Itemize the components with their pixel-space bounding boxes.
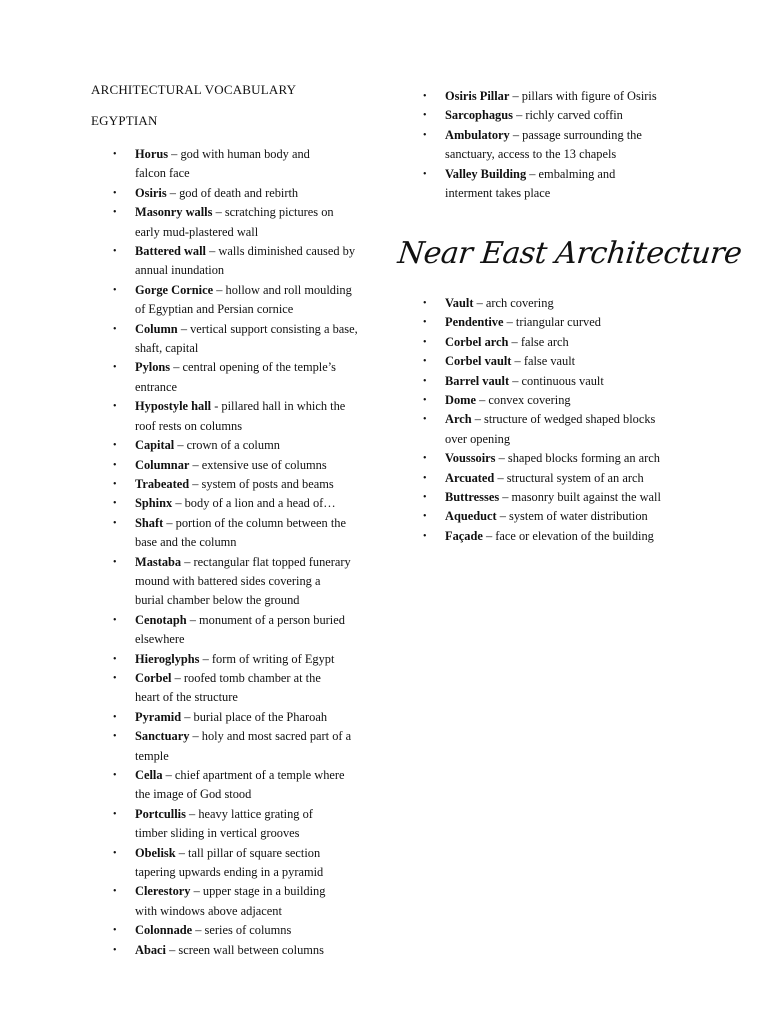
term-definition-continued: early mud-plastered wall	[135, 224, 259, 239]
bullet-icon: •	[113, 517, 117, 529]
bullet-icon: •	[423, 414, 427, 426]
egyptian-term-list	[113, 145, 385, 960]
term-definition: – god with human body and	[171, 147, 310, 161]
bullet-icon: •	[423, 129, 427, 141]
term-definition-continued: annual inundation	[135, 263, 225, 278]
term-definition-continued: burial chamber below the ground	[135, 593, 300, 608]
bullet-icon: •	[113, 847, 117, 859]
bullet-icon: •	[113, 284, 117, 296]
document-title: ARCHITECTURAL VOCABULARY	[91, 82, 297, 97]
list-item	[423, 165, 695, 204]
term-definition: – portion of the column between the	[166, 515, 346, 530]
list-item	[113, 475, 385, 494]
list-item	[423, 126, 695, 165]
bullet-icon: •	[113, 653, 117, 665]
bullet-icon: •	[423, 298, 427, 309]
bullet-icon: •	[113, 401, 117, 413]
bullet-icon: •	[113, 478, 117, 490]
term-name: Shaft	[135, 515, 164, 530]
term-name: Clerestory	[135, 884, 191, 899]
term-definition: – richly carved coffin	[516, 108, 623, 123]
term-definition: – vertical support consisting a base,	[180, 321, 358, 336]
bullet-icon: •	[113, 614, 117, 626]
list-item	[113, 669, 385, 708]
term-definition: – monument of a person buried	[189, 612, 345, 627]
term-name: Arcuated	[445, 470, 495, 485]
term-name: Ambulatory	[445, 127, 510, 142]
list-item	[423, 488, 695, 507]
term-definition: – form of writing of Egypt	[202, 651, 335, 666]
bullet-icon: •	[423, 110, 427, 122]
bullet-icon: •	[423, 395, 427, 407]
term-name: Valley Building	[445, 166, 527, 181]
bullet-icon: •	[423, 375, 427, 387]
bullet-icon: •	[113, 187, 117, 199]
term-name: Gorge Cornice	[135, 282, 214, 297]
term-definition: – burial place of the Pharoah	[184, 709, 328, 724]
term-definition: – passage surrounding the	[512, 127, 642, 142]
term-name: Battered wall	[135, 244, 207, 259]
list-item	[113, 921, 385, 940]
term-definition: – false vault	[514, 354, 576, 369]
bullet-icon: •	[423, 472, 427, 484]
list-item	[113, 184, 385, 203]
bullet-icon: •	[423, 453, 427, 465]
term-name: Abaci	[135, 942, 166, 957]
term-name: Column	[135, 321, 178, 336]
bullet-icon: •	[423, 356, 427, 368]
term-definition-continued: mound with battered sides covering a	[135, 573, 321, 588]
term-name: Voussoirs	[445, 451, 496, 466]
bullet-icon: •	[113, 808, 117, 820]
bullet-icon: •	[113, 886, 117, 898]
term-definition-continued: elsewhere	[135, 632, 185, 647]
term-name: Corbel arch	[445, 334, 509, 349]
list-item	[113, 436, 385, 455]
term-definition-continued: temple	[135, 748, 169, 763]
near-east-term-list	[423, 294, 695, 546]
term-definition: – system of water distribution	[499, 509, 648, 524]
term-name: Cella	[135, 768, 163, 782]
list-item	[113, 320, 385, 359]
term-definition: – continuous vault	[512, 373, 604, 388]
term-definition: – crown of a column	[177, 438, 280, 453]
term-name: Buttresses	[445, 490, 500, 505]
term-name: Pyramid	[135, 709, 182, 724]
term-definition-continued: with windows above adjacent	[135, 903, 282, 918]
term-definition: – convex covering	[479, 393, 571, 408]
term-definition: – hollow and roll moulding	[216, 282, 352, 297]
bullet-icon: •	[423, 336, 427, 348]
term-definition: – walls diminished caused by	[209, 244, 356, 259]
term-definition: – structural system of an arch	[497, 470, 644, 485]
term-definition: – rectangular flat topped funerary	[184, 554, 351, 569]
list-item	[113, 494, 385, 513]
term-definition: – chief apartment of a temple where	[165, 768, 345, 782]
term-name: Obelisk	[135, 845, 176, 860]
list-item	[423, 410, 695, 449]
bullet-icon: •	[423, 91, 427, 102]
term-name: Capital	[135, 438, 175, 453]
term-definition: – screen wall between columns	[169, 942, 324, 957]
list-item	[113, 805, 385, 844]
list-item	[423, 391, 695, 410]
bullet-icon: •	[423, 168, 427, 180]
list-item	[113, 514, 385, 553]
term-name: Portcullis	[135, 806, 186, 821]
term-definition-continued: shaft, capital	[135, 341, 199, 356]
term-name: Colonnade	[135, 923, 193, 938]
list-item	[113, 397, 385, 436]
bullet-icon: •	[113, 770, 117, 781]
term-definition-continued: timber sliding in vertical grooves	[135, 826, 300, 841]
section-heading-egyptian: EGYPTIAN	[91, 113, 158, 128]
term-definition: – arch covering	[476, 296, 554, 310]
bullet-icon: •	[113, 556, 117, 568]
term-name: Hypostyle hall	[135, 399, 212, 414]
term-name: Barrel vault	[445, 373, 510, 388]
term-name: Columnar	[135, 457, 190, 472]
term-definition: – triangular curved	[506, 315, 601, 330]
term-definition-continued: of Egyptian and Persian cornice	[135, 302, 294, 317]
term-definition-continued: tapering upwards ending in a pyramid	[135, 865, 324, 880]
list-item	[113, 611, 385, 650]
term-definition: – god of death and rebirth	[169, 185, 299, 200]
list-item	[113, 145, 385, 184]
bullet-icon: •	[423, 511, 427, 523]
term-name: Aqueduct	[445, 509, 497, 524]
term-definition-continued: sanctuary, access to the 13 chapels	[445, 147, 617, 162]
term-name: Sphinx	[135, 496, 173, 511]
bullet-icon: •	[113, 207, 117, 219]
term-definition-continued: heart of the structure	[135, 690, 238, 705]
term-name: Pendentive	[445, 315, 504, 330]
term-definition: – holy and most sacred part of a	[192, 729, 352, 744]
term-name: Sanctuary	[135, 729, 190, 744]
term-definition-continued: falcon face	[135, 166, 190, 181]
term-name: Arch	[445, 412, 472, 427]
list-item	[113, 882, 385, 921]
term-definition: – false arch	[511, 334, 569, 349]
bullet-icon: •	[113, 498, 117, 510]
term-definition: – heavy lattice grating of	[189, 806, 313, 821]
list-item	[113, 242, 385, 281]
term-definition: – masonry built against the wall	[502, 490, 661, 505]
term-name: Hieroglyphs	[135, 651, 200, 666]
bullet-icon: •	[113, 149, 117, 160]
list-item	[423, 87, 695, 106]
list-item	[423, 106, 695, 125]
bullet-icon: •	[423, 317, 427, 329]
term-definition: – extensive use of columns	[192, 457, 327, 472]
term-definition: – central opening of the temple’s	[173, 360, 336, 375]
term-name: Dome	[445, 393, 476, 408]
term-definition: – structure of wedged shaped blocks	[474, 412, 656, 427]
bullet-icon: •	[113, 672, 117, 684]
term-name: Façade	[445, 528, 483, 543]
list-item	[113, 553, 385, 611]
term-name: Osiris Pillar	[445, 89, 510, 103]
term-name: Cenotaph	[135, 612, 187, 627]
term-name: Corbel	[135, 670, 172, 685]
term-name: Trabeated	[135, 476, 190, 491]
list-item	[423, 313, 695, 332]
list-item	[423, 527, 695, 546]
term-definition: – roofed tomb chamber at the	[174, 670, 321, 685]
list-item	[423, 372, 695, 391]
term-definition-continued: base and the column	[135, 535, 237, 550]
term-definition: – scratching pictures on	[215, 205, 334, 220]
list-item	[113, 650, 385, 669]
term-definition: – face or elevation of the building	[485, 528, 654, 543]
list-item	[113, 727, 385, 766]
term-name: Vault	[445, 296, 474, 310]
term-name: Osiris	[135, 185, 167, 200]
list-item	[113, 456, 385, 475]
list-item	[423, 449, 695, 468]
term-definition: – pillars with figure of Osiris	[512, 89, 657, 103]
bullet-icon: •	[113, 323, 117, 335]
bullet-icon: •	[113, 362, 117, 374]
bullet-icon: •	[423, 530, 427, 542]
term-definition: – embalming and	[529, 166, 616, 181]
list-item	[113, 766, 385, 805]
term-name: Mastaba	[135, 554, 182, 569]
term-definition-continued: over opening	[445, 431, 511, 446]
bullet-icon: •	[113, 459, 117, 471]
term-definition-continued: entrance	[135, 379, 177, 394]
bullet-icon: •	[113, 246, 117, 258]
term-definition: – upper stage in a building	[193, 884, 326, 899]
term-name: Pylons	[135, 360, 171, 375]
term-definition: – body of a lion and a head of…	[175, 496, 336, 511]
list-item	[113, 941, 385, 960]
list-item	[113, 844, 385, 883]
term-name: Horus	[135, 147, 169, 161]
list-item	[113, 203, 385, 242]
term-name: Corbel vault	[445, 354, 512, 369]
list-item	[113, 281, 385, 320]
list-item	[113, 358, 385, 397]
list-item	[423, 333, 695, 352]
term-definition: – series of columns	[195, 923, 292, 938]
term-definition: - pillared hall in which the	[214, 399, 346, 414]
term-definition: – shaped blocks forming an arch	[498, 451, 660, 466]
list-item	[423, 352, 695, 371]
bullet-icon: •	[113, 944, 117, 956]
list-item	[423, 294, 695, 313]
bullet-icon: •	[423, 492, 427, 504]
bullet-icon: •	[113, 731, 117, 743]
egyptian-term-list-continued	[423, 87, 695, 203]
term-definition: – tall pillar of square section	[178, 845, 321, 860]
term-definition-continued: roof rests on columns	[135, 418, 243, 433]
list-item	[423, 469, 695, 488]
bullet-icon: •	[113, 711, 117, 723]
term-name: Sarcophagus	[445, 108, 513, 123]
term-definition-continued: the image of God stood	[135, 787, 252, 802]
bullet-icon: •	[113, 440, 117, 452]
term-definition: – system of posts and beams	[192, 476, 334, 491]
section-heading-near-east: Near East Architecture	[396, 236, 744, 271]
list-item	[113, 708, 385, 727]
term-definition-continued: interment takes place	[445, 186, 551, 201]
list-item	[423, 507, 695, 526]
bullet-icon: •	[113, 925, 117, 937]
term-name: Masonry walls	[135, 205, 213, 220]
